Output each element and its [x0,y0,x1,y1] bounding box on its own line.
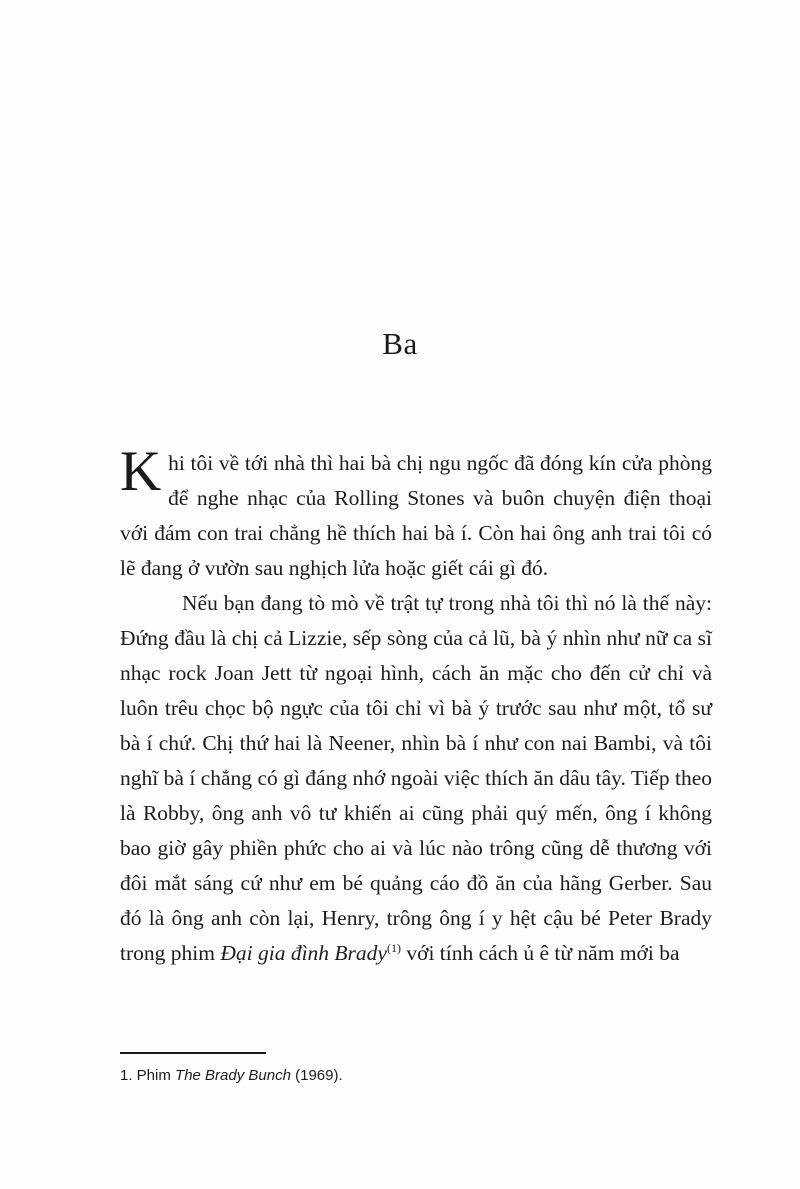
paragraph-1 [120,440,712,586]
chapter-title: Ba [382,326,418,361]
footnote [120,1052,712,1086]
footnote-suffix: (1969). [290,1067,343,1084]
paragraph-2 [120,586,712,971]
paragraph-2-text-after: với tính cách ủ ê từ năm mới ba [400,941,680,965]
footnote-book-title: The Brady Bunch [175,1067,291,1084]
body-text [120,440,712,971]
footnote-divider [120,1052,266,1054]
paragraph-1-text: hi tôi về tới nhà thì hai bà chị ngu ngốc đã đóng kín cửa phòng để nghe nhạc của Rolling Stones và buôn chuyện điện thoại với đám con trai chẳng hề thích hai bà í. Còn hai ông anh trai tôi có lẽ đang ở vườn sau nghịch lửa hoặc giết cái gì đó. [120,451,712,580]
book-title-italic: Đại gia đình Brady [220,941,387,965]
dropcap-letter: K [120,440,162,503]
footnote-text [120,1066,712,1086]
paragraph-2-text: Nếu bạn đang tò mò về trật tự trong nhà tôi thì nó là thế này: Đứng đầu là chị cả Lizzie, sếp sòng của cả lũ, bà ý nhìn như nữ ca sĩ nhạc rock Joan Jett từ ngoại hình, cách ăn mặc cho đến cử chỉ và luôn trêu chọc bộ ngực của tôi chỉ vì bà ý trước sau như một, tổ sư bà í chứ. Chị thứ hai là Neener, nhìn bà í như con nai Bambi, và tôi nghĩ bà í chẳng có gì đáng nhớ ngoài việc thích ăn dâu tây. Tiếp theo là Robby, ông anh vô tư khiến ai cũng phải quý mến, ông í không bao giờ gây phiền phức cho ai và lúc nào trông cũng dễ thương với đôi mắt sáng cứ như em bé quảng cáo đồ ăn của hãng Gerber. Sau đó là ông anh còn lại, Henry, trông ông í y hệt cậu bé Peter Brady trong phim [120,591,712,965]
footnote-prefix: 1. Phim [120,1067,176,1084]
footnote-marker: (1) [386,940,401,955]
